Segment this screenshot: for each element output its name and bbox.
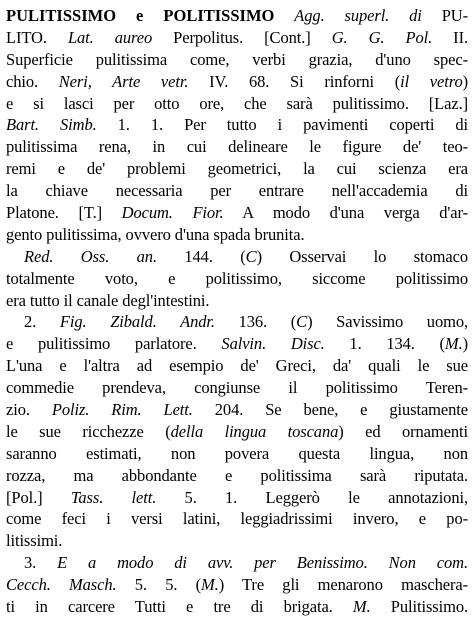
text-segment: come feci i versi latini, leggiadrissimi invero, e po- xyxy=(6,509,468,529)
text-line xyxy=(6,202,468,224)
text-line xyxy=(6,5,468,27)
italic-text: della lingua toscana xyxy=(170,421,339,441)
text-line xyxy=(6,333,468,355)
italic-text: Salvin. Disc. xyxy=(221,334,325,354)
text-segment: 1. 134. ( xyxy=(324,334,445,354)
text-segment: ) Savissimo uomo, xyxy=(307,312,469,332)
headword: PULITISSIMO e POLITISSIMO xyxy=(6,6,275,25)
text-line xyxy=(6,465,468,487)
italic-text: Tass. lett. xyxy=(70,487,157,507)
text-segment: Superficie pulitissima come, verbi grazia, d'uno spec- xyxy=(6,49,468,69)
italic-text: C xyxy=(245,246,257,266)
text-line xyxy=(6,552,468,574)
text-segment: L'una e l'altra ad esempio de' Greci, da' quali le sue xyxy=(6,356,468,376)
italic-text: Poliz. Rim. Lett. xyxy=(51,400,193,420)
text-line xyxy=(6,246,468,268)
italic-text: il vetro xyxy=(400,71,463,91)
text-line xyxy=(6,71,468,93)
text-line xyxy=(6,574,468,596)
text-line xyxy=(6,268,468,290)
text-segment: e pulitissimo parlatore. xyxy=(6,334,222,354)
italic-text: Agg. superl. di xyxy=(294,6,422,25)
text-line xyxy=(6,355,468,377)
text-segment: ) xyxy=(462,334,468,354)
text-line xyxy=(6,399,468,421)
italic-text: Neri, Arte vetr. xyxy=(58,71,189,91)
text-segment: zio. xyxy=(6,400,52,420)
text-segment: commedie prendeva, congiunse il politissimo Teren- xyxy=(6,378,468,398)
text-segment: totalmente voto, e politissimo, siccome politissimo xyxy=(6,268,468,288)
text-line xyxy=(6,290,468,312)
text-segment: ) Tre gli menarono maschera- xyxy=(218,575,468,595)
text-segment: era tutto il canale degl'intestini. xyxy=(6,290,210,310)
text-segment: ) ed ornamenti xyxy=(338,421,468,441)
text-segment: chio. xyxy=(6,71,59,91)
text-segment: gento pulitissima, ovvero d'una spada brunita. xyxy=(6,224,305,244)
text-segment: litissimi. xyxy=(6,531,63,551)
text-segment: 2. xyxy=(24,312,60,332)
text-segment: pulitissima rena, in cui delineare le figure de' teo- xyxy=(6,137,468,157)
text-segment: 136. ( xyxy=(214,312,297,332)
text-segment: IV. 68. Si rinforni ( xyxy=(188,71,401,91)
text-segment: e si lasci per otto ore, che sarà pulitissimo. [Laz.] xyxy=(6,93,468,113)
text-line xyxy=(6,114,468,136)
text-segment: 5. 5. ( xyxy=(116,575,202,595)
text-segment: 144. ( xyxy=(156,246,246,266)
text-line xyxy=(6,93,468,115)
text-segment: la chiave necessaria per entrare nell'accademia di xyxy=(6,181,468,201)
text-line xyxy=(6,487,468,509)
text-segment: le sue ricchezze ( xyxy=(6,421,171,441)
text-line xyxy=(6,158,468,180)
text-line xyxy=(6,421,468,443)
text-segment: 1. 1. Per tutto i pavimenti coperti di xyxy=(96,115,469,135)
text-line xyxy=(6,224,468,246)
text-line xyxy=(6,27,468,49)
text-segment: saranno estimati, non povera questa lingua, non xyxy=(6,443,468,463)
text-line xyxy=(6,377,468,399)
text-line xyxy=(6,508,468,530)
text-segment: LITO. xyxy=(6,27,68,47)
text-line xyxy=(6,443,468,465)
text-segment: remi e de' problemi geometrici, la cui scienza era xyxy=(6,159,468,179)
text-segment xyxy=(274,6,294,25)
italic-text: C xyxy=(296,312,308,332)
text-line xyxy=(6,180,468,202)
text-segment: 3. xyxy=(24,553,58,573)
text-line xyxy=(6,311,468,333)
text-segment: 5. 1. Leggerò le annotazioni, xyxy=(156,487,468,507)
text-segment: Platone. [T.] xyxy=(6,203,122,223)
italic-text: Docum. Fior. xyxy=(121,203,224,223)
text-line xyxy=(6,530,468,552)
text-segment: ) Osservai lo stomaco xyxy=(256,246,468,266)
italic-text: M. xyxy=(201,575,219,595)
italic-text: G. G. Pol. xyxy=(331,27,433,47)
text-line xyxy=(6,596,468,618)
text-segment: ) xyxy=(462,71,468,91)
italic-text: E a modo di avv. per Benissimo. Non com. xyxy=(57,553,468,573)
text-segment: A modo d'una verga d'ar- xyxy=(223,203,468,223)
italic-text: Lat. aureo xyxy=(67,27,153,47)
italic-text: Bart. Simb. xyxy=(6,115,97,135)
italic-text: Cecch. Masch. xyxy=(6,575,117,595)
text-segment: Pulitissimo. xyxy=(370,597,468,617)
italic-text: Red. Oss. an. xyxy=(24,246,157,266)
text-segment: ti in carcere Tutti e tre di brigata. xyxy=(6,597,353,617)
italic-text: M. xyxy=(444,334,463,354)
text-line xyxy=(6,49,468,71)
dictionary-entry xyxy=(6,5,468,618)
text-segment: 204. Se bene, e giustamente xyxy=(192,400,468,420)
text-segment: [Pol.] xyxy=(6,487,71,507)
text-segment: II. xyxy=(432,27,469,47)
text-segment: rozza, ma abbondante e politissima sarà riputata. xyxy=(6,465,468,485)
text-segment: Perpolitus. [Cont.] xyxy=(152,27,332,47)
text-line xyxy=(6,136,468,158)
text-segment: PU- xyxy=(421,6,468,25)
italic-text: M. xyxy=(352,597,371,617)
italic-text: Fig. Zibald. Andr. xyxy=(59,312,215,332)
